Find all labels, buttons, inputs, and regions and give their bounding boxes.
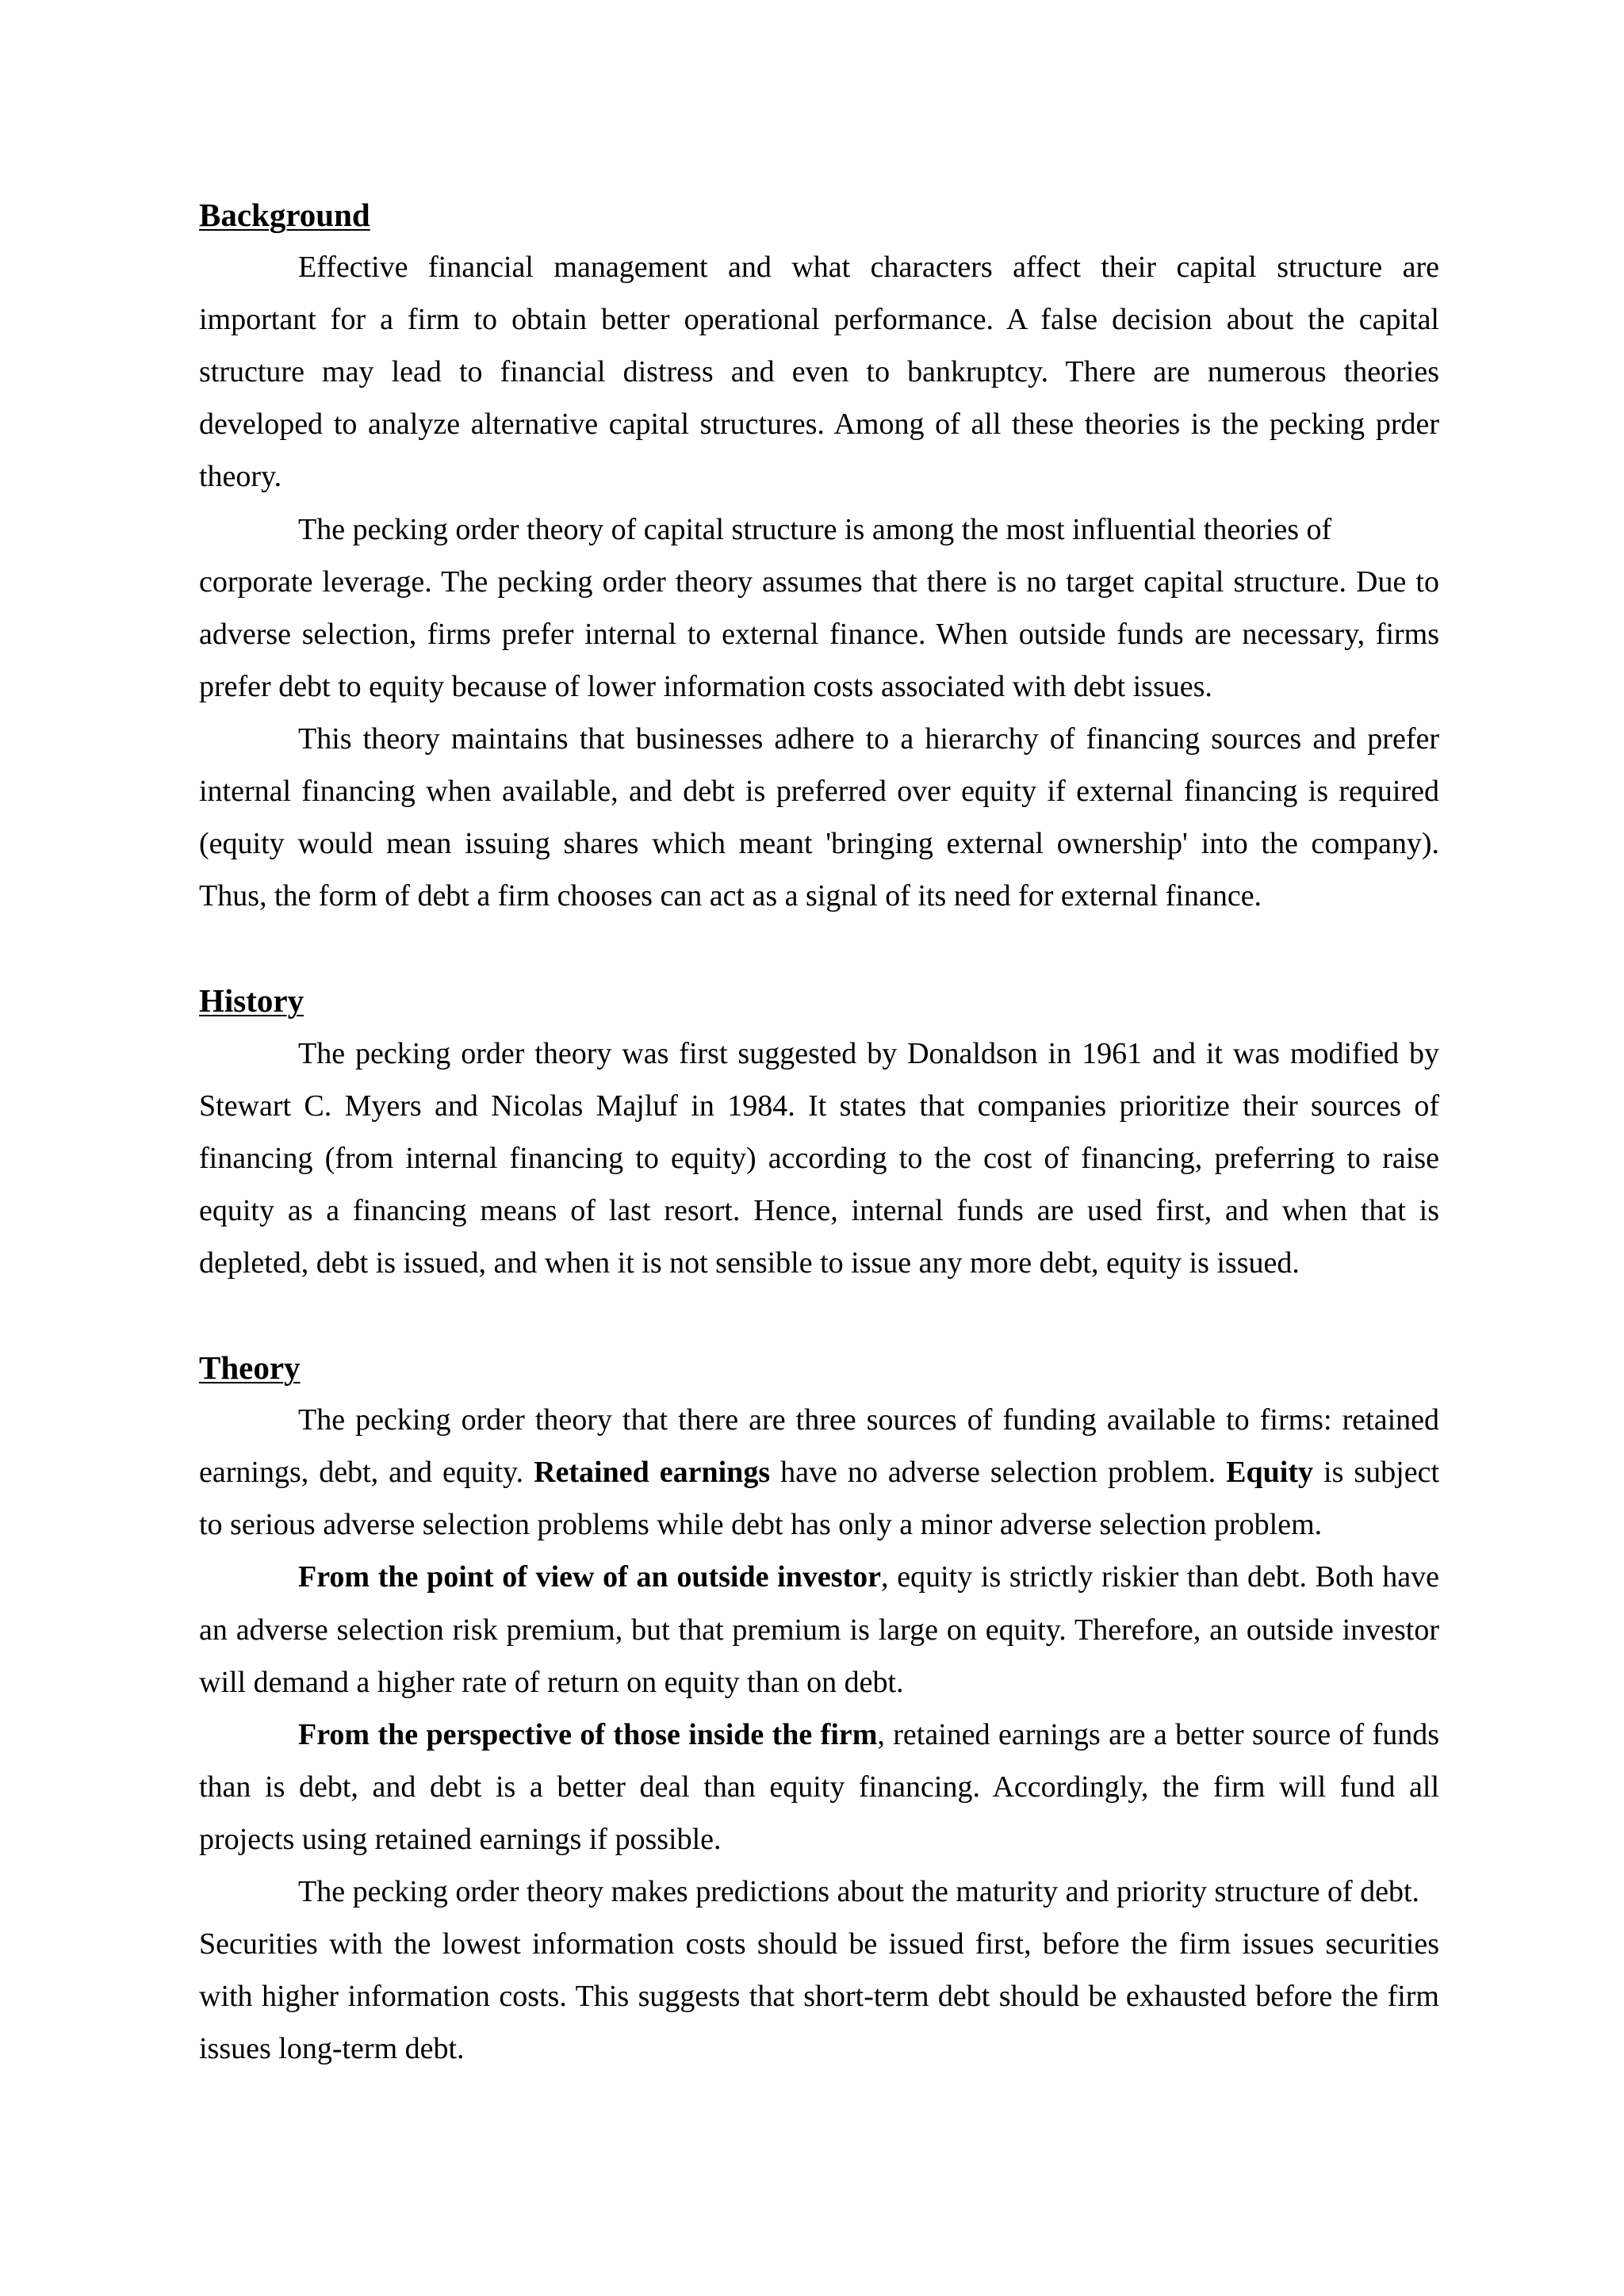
paragraph <box>199 713 1439 922</box>
text-run: prefer debt to equity because of lower information costs associated with debt issues. <box>199 669 1212 703</box>
text-line <box>199 241 1439 293</box>
text-line <box>199 1551 1439 1603</box>
text-line <box>199 1761 1439 1813</box>
text-line <box>199 2022 1439 2075</box>
text-line <box>199 870 1439 922</box>
text-run: projects using retained earnings if possible. <box>199 1822 722 1856</box>
text-line <box>199 660 1439 713</box>
text-run: is subject <box>1313 1456 1440 1490</box>
text-run: Stewart C. Myers and Nicolas Majluf in 1984. It states that companies prioritize their sources of <box>199 1089 1439 1123</box>
text-run: internal financing when available, and debt is preferred over equity if external financing is required <box>199 775 1439 809</box>
text-line <box>199 1813 1439 1866</box>
text-line <box>199 1237 1439 1289</box>
text-line <box>199 713 1439 765</box>
bold-term: Equity <box>1226 1456 1313 1490</box>
text-run: equity as a financing means of last resort. Hence, internal funds are used first, and when that is <box>199 1193 1439 1227</box>
text-line <box>199 1184 1439 1237</box>
text-run: important for a firm to obtain better operational performance. A false decision about the capital <box>199 303 1439 337</box>
text-run: than is debt, and debt is a better deal than equity financing. Accordingly, the firm will fund all <box>199 1770 1439 1804</box>
text-line <box>199 608 1439 660</box>
section-spacer <box>199 1289 1439 1341</box>
text-run: structure may lead to financial distress and even to bankruptcy. There are numerous theories <box>199 355 1439 389</box>
text-line <box>199 556 1439 608</box>
section-spacer <box>199 922 1439 974</box>
text-line <box>199 450 1439 503</box>
text-run: earnings, debt, and equity. <box>199 1456 534 1490</box>
text-run: The pecking order theory makes predictions about the maturity and priority structure of debt. <box>298 1875 1420 1908</box>
text-line <box>199 1709 1439 1761</box>
text-run: financing (from internal financing to equity) according to the cost of financing, preferring to raise <box>199 1141 1439 1175</box>
text-line <box>199 1132 1439 1184</box>
text-run: will demand a higher rate of return on equity than on debt. <box>199 1665 904 1699</box>
bold-term: Retained earnings <box>534 1456 771 1490</box>
text-line <box>199 1080 1439 1132</box>
paragraph <box>199 1709 1439 1866</box>
text-run: , retained earnings are a better source of funds <box>877 1717 1439 1751</box>
text-line <box>199 817 1439 870</box>
text-run: developed to analyze alternative capital structures. Among of all these theories is the pecking prder <box>199 408 1439 442</box>
text-run: have no adverse selection problem. <box>770 1456 1227 1490</box>
section-theory <box>199 1341 1439 2075</box>
bold-term: From the perspective of those inside the firm <box>298 1717 878 1751</box>
text-run: adverse selection, firms prefer internal to external finance. When outside funds are necessary, firms <box>199 617 1439 651</box>
text-run: This theory maintains that businesses adhere to a hierarchy of financing sources and prefer <box>298 721 1439 756</box>
text-run: The pecking order theory of capital structure is among the most influential theories of <box>298 512 1332 546</box>
text-line <box>199 398 1439 450</box>
text-line <box>199 1394 1439 1446</box>
text-line <box>199 293 1439 346</box>
section-heading: History <box>199 982 304 1020</box>
document-body <box>199 189 1439 2075</box>
text-run: Securities with the lowest information costs should be issued first, before the firm issues securities <box>199 1927 1439 1961</box>
paragraph <box>199 1027 1439 1289</box>
text-line <box>199 1866 1439 1918</box>
text-line <box>199 1446 1439 1498</box>
section-heading: Theory <box>199 1349 301 1387</box>
text-run: Thus, the form of debt a firm chooses can act as a signal of its need for external finance. <box>199 879 1262 913</box>
text-line <box>199 1027 1439 1080</box>
section-heading: Background <box>199 197 370 233</box>
paragraph <box>199 1394 1439 1551</box>
text-run: issues long-term debt. <box>199 2032 465 2066</box>
bold-term: From the point of view of an outside investor <box>298 1560 882 1594</box>
paragraph <box>199 503 1439 713</box>
text-line <box>199 503 1439 556</box>
text-run: The pecking order theory that there are three sources of funding available to firms: retained <box>298 1403 1439 1437</box>
text-run: , equity is strictly riskier than debt. Both have <box>881 1560 1439 1594</box>
paragraph <box>199 241 1439 503</box>
paragraph <box>199 1551 1439 1708</box>
text-line <box>199 1604 1439 1656</box>
text-line <box>199 1918 1439 1970</box>
text-line <box>199 1970 1439 2022</box>
text-line <box>199 765 1439 817</box>
text-run: (equity would mean issuing shares which meant 'bringing external ownership' into the company). <box>199 827 1439 861</box>
text-run: an adverse selection risk premium, but that premium is large on equity. Therefore, an outside investor <box>199 1613 1439 1647</box>
section-background <box>199 189 1439 922</box>
text-run: theory. <box>199 460 282 494</box>
text-line <box>199 1656 1439 1709</box>
text-line <box>199 1498 1439 1551</box>
text-run: corporate leverage. The pecking order theory assumes that there is no target capital structure. Due to <box>199 564 1439 599</box>
text-run: The pecking order theory was first suggested by Donaldson in 1961 and it was modified by <box>298 1036 1439 1070</box>
text-run: depleted, debt is issued, and when it is not sensible to issue any more debt, equity is issued. <box>199 1246 1300 1280</box>
text-run: to serious adverse selection problems while debt has only a minor adverse selection problem. <box>199 1508 1323 1542</box>
paragraph <box>199 1866 1439 2075</box>
text-run: with higher information costs. This suggests that short-term debt should be exhausted before the firm <box>199 1980 1439 2014</box>
section-history <box>199 974 1439 1289</box>
text-line <box>199 346 1439 398</box>
text-run: Effective financial management and what characters affect their capital structure are <box>298 251 1439 285</box>
